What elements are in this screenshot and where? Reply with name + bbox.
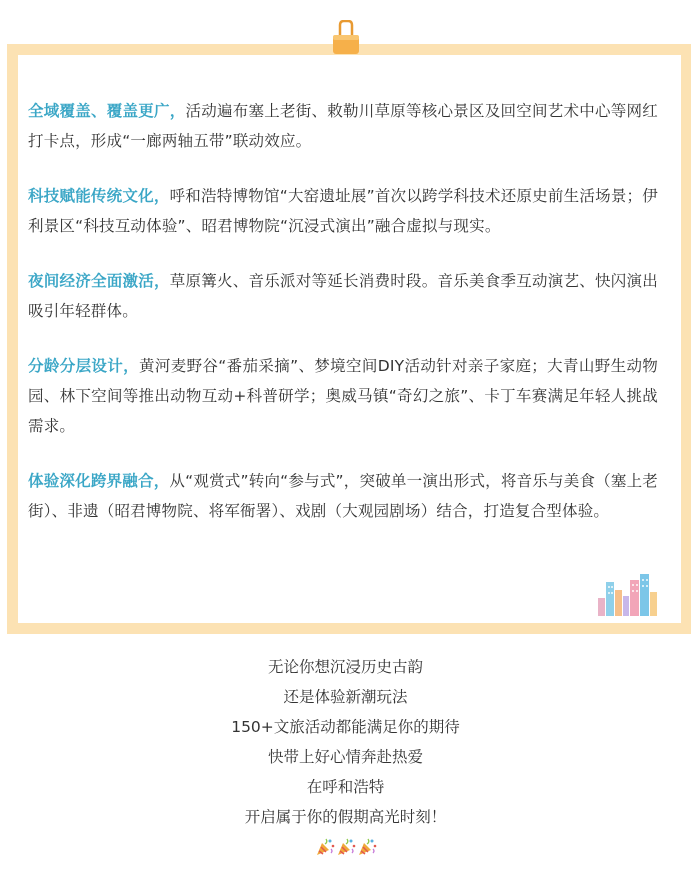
closing-line: 快带上好心情奔赴热爱 <box>267 748 423 766</box>
paragraph-lead: 全域覆盖、覆盖更广， <box>28 102 186 120</box>
paragraph-night-economy <box>28 266 658 326</box>
paragraph-lead: 夜间经济全面激活， <box>28 272 170 290</box>
party-popper-icon <box>336 837 356 857</box>
paragraph-text: 呼和浩特博物馆“大窑遗址展”首次以跨学科技术还原史前生活场景；伊利景区“科技互动体验”、昭君博物院“沉浸式演出”融合虚拟与现实。 <box>28 187 658 235</box>
paragraph-text: 草原篝火、音乐派对等延长消费时段。音乐美食季互动演艺、快闪演出吸引年轻群体。 <box>28 272 658 320</box>
closing-message <box>0 652 691 862</box>
paragraph-text: 活动遍布塞上老街、敕勒川草原等核心景区及回空间艺术中心等网红打卡点，形成“一廊两轴五带”联动效应。 <box>28 102 658 150</box>
paragraph-text: 黄河麦野谷“番茄采摘”、梦境空间DIY活动针对亲子家庭；大青山野生动物园、林下空间等推出动物互动+科普研学；奥威马镇“奇幻之旅”、卡丁车赛满足年轻人挑战需求。 <box>28 357 658 435</box>
paragraph-crossover <box>28 466 658 526</box>
paragraph-age-groups <box>28 351 658 441</box>
closing-line: 150+文旅活动都能满足你的期待 <box>231 718 460 736</box>
closing-line: 还是体验新潮玩法 <box>283 688 408 706</box>
city-skyline-icon <box>596 570 658 616</box>
binder-clip-icon <box>331 20 361 56</box>
paragraph-lead: 科技赋能传统文化， <box>28 187 170 205</box>
closing-line: 在呼和浩特 <box>306 778 385 796</box>
party-popper-icon <box>357 837 377 857</box>
closing-line: 无论你想沉浸历史古韵 <box>267 658 423 676</box>
party-popper-row <box>0 832 691 862</box>
article-body <box>28 96 658 551</box>
party-popper-icon <box>315 837 335 857</box>
paragraph-lead: 体验深化跨界融合， <box>28 472 170 490</box>
paragraph-technology <box>28 181 658 241</box>
paragraph-text: 从“观赏式”转向“参与式”，突破单一演出形式，将音乐与美食（塞上老街）、非遗（昭君博物院、将军衙署）、戏剧（大观园剧场）结合，打造复合型体验。 <box>28 472 658 520</box>
paragraph-coverage <box>28 96 658 156</box>
closing-line: 开启属于你的假期高光时刻！ <box>244 808 447 826</box>
paragraph-lead: 分龄分层设计， <box>28 357 139 375</box>
